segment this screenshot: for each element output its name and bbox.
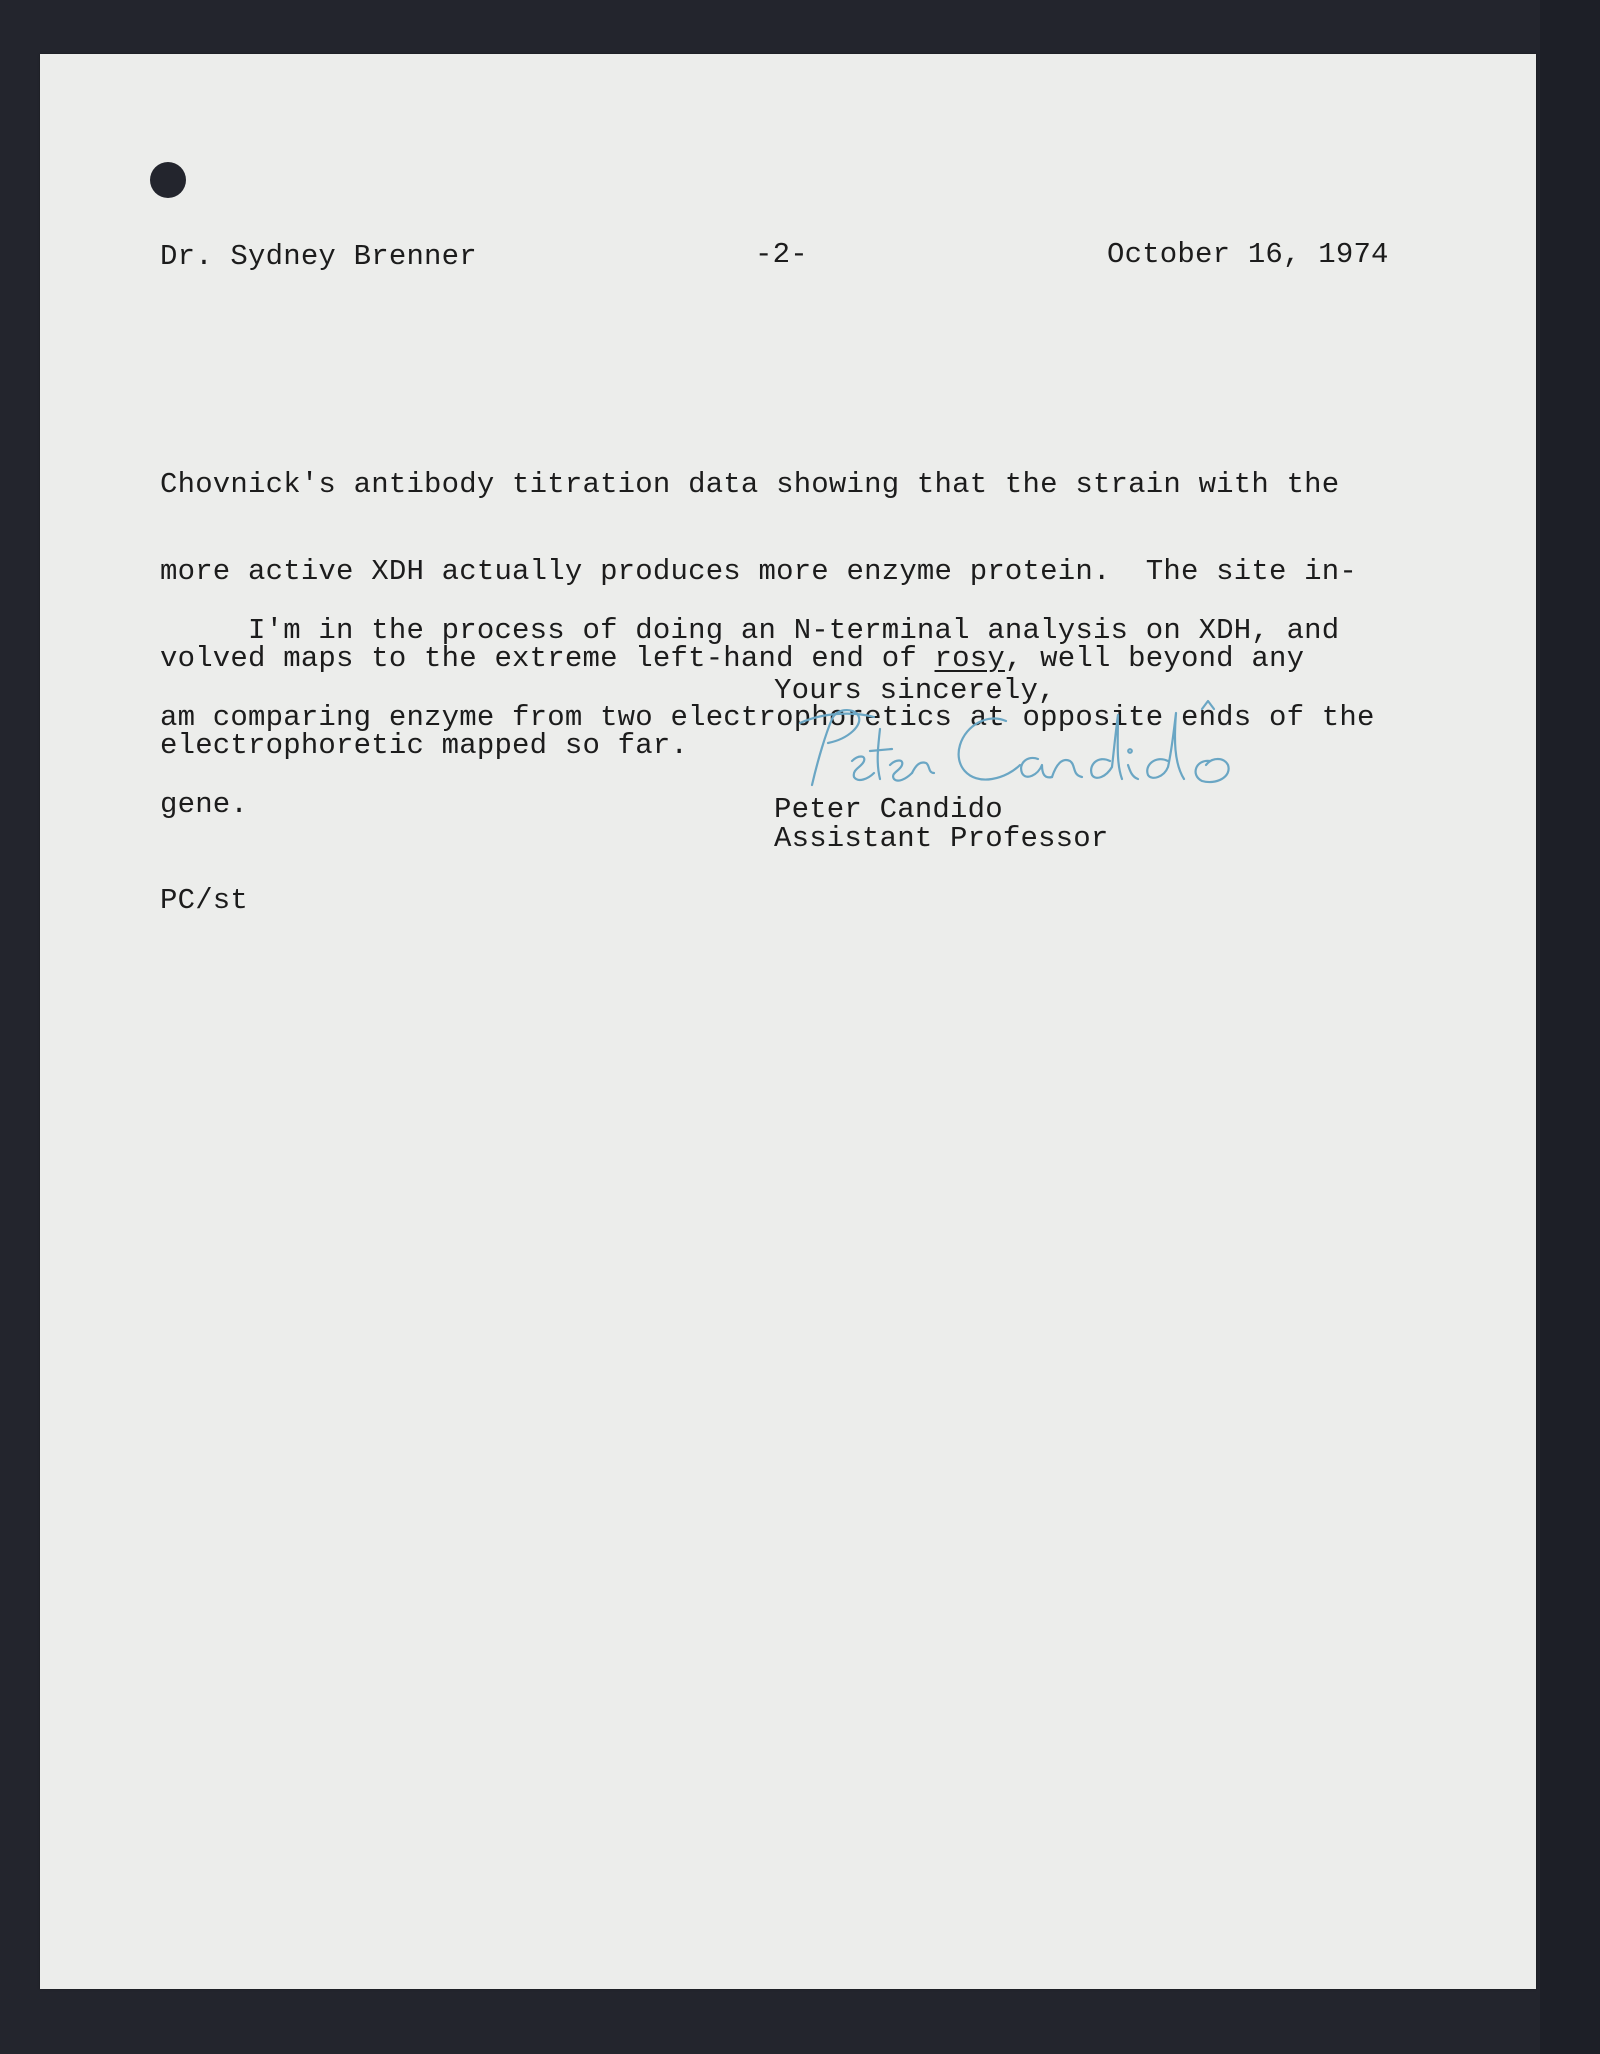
paragraph-line: Chovnick's antibody titration data showing that the strain with the: [160, 468, 1340, 501]
recipient-name: Dr. Sydney Brenner: [160, 240, 477, 273]
paragraph-line: more active XDH actually produces more enzyme protein. The site in-: [160, 555, 1357, 588]
scan-backdrop: [1540, 0, 1600, 2054]
letter-page: [40, 54, 1536, 1989]
paragraph-text: , well beyond any: [1004, 642, 1305, 675]
punch-hole: [150, 162, 186, 198]
underlined-word: rosy: [934, 642, 1005, 675]
paragraph-line: am comparing enzyme from two electrophoretics at opposite ends of the: [160, 701, 1375, 734]
typist-initials: PC/st: [160, 884, 249, 917]
paragraph-line: I'm in the process of doing an N-terminal analysis on XDH, and: [160, 614, 1340, 647]
paragraph-text: volved maps to the extreme left-hand end of: [160, 642, 935, 675]
signer-title: Assistant Professor: [774, 822, 1109, 855]
page-number: -2-: [755, 238, 808, 271]
letter-date: October 16, 1974: [1107, 238, 1389, 271]
closing-salutation: Yours sincerely,: [774, 674, 1056, 707]
handwritten-signature: [792, 699, 1272, 795]
signer-name: Peter Candido: [774, 793, 1003, 826]
paragraph-line: electrophoretic mapped so far.: [160, 729, 689, 762]
paragraph-line: gene.: [160, 788, 249, 821]
